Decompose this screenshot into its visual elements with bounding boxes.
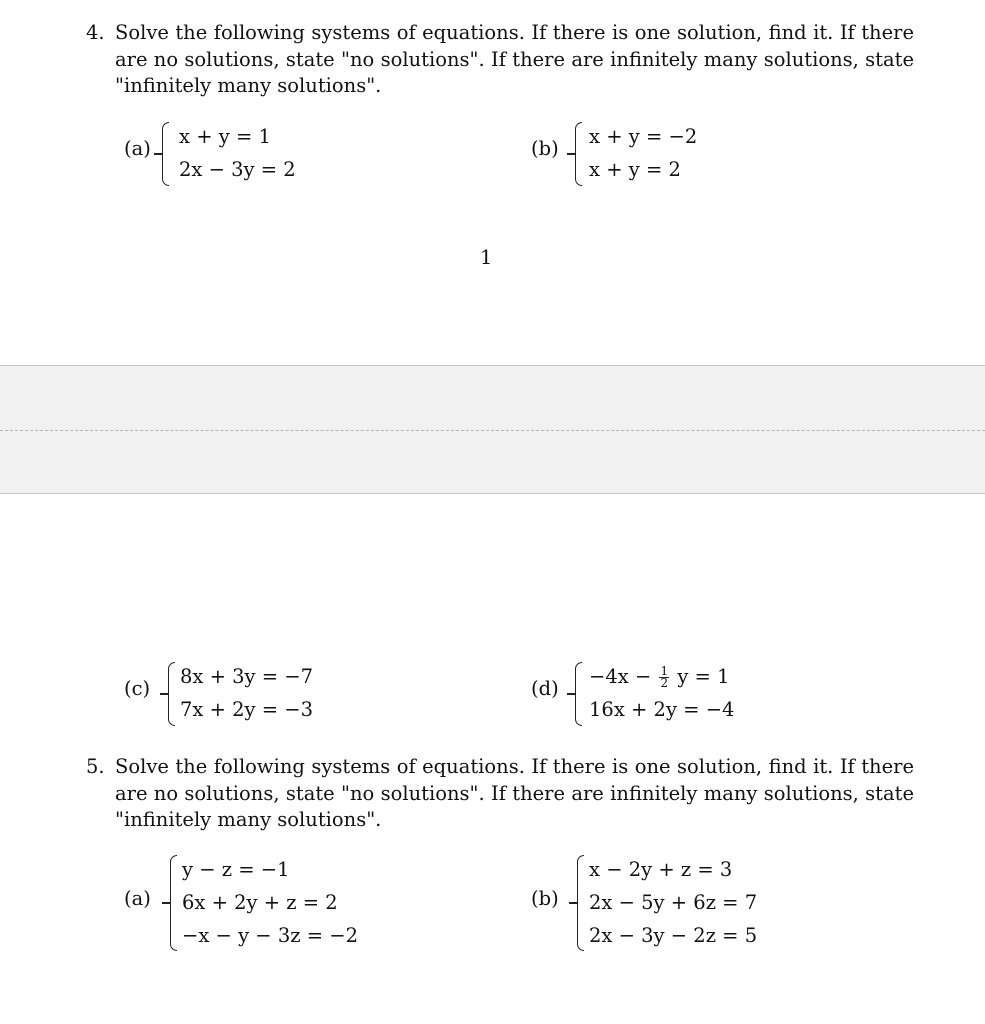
left-brace	[577, 855, 584, 951]
equation-group	[182, 853, 358, 952]
equation: −x − y − 3z = −2	[182, 924, 358, 947]
left-brace	[575, 122, 582, 186]
equation: x + y = 1	[179, 125, 271, 148]
problem-4	[86, 20, 914, 100]
part-label: (a)	[124, 137, 151, 160]
equation: x + y = −2	[589, 125, 698, 148]
part-label: (c)	[124, 677, 151, 700]
equation-group	[589, 660, 734, 726]
fraction-denominator: 2	[660, 676, 669, 690]
part-label: (b)	[531, 887, 559, 910]
equation: x − 2y + z = 3	[589, 858, 733, 881]
equation-group	[180, 660, 313, 726]
part-label: (d)	[531, 677, 559, 700]
equation-group	[589, 853, 757, 952]
part-label: (a)	[124, 887, 151, 910]
problem-4-text: Solve the following systems of equations. If there is one solution, find it. If there are no solutions, state "no solutions". If there are infinitely many solutions, state "infinitely many solutions".	[115, 21, 914, 97]
equation: y − z = −1	[182, 858, 290, 881]
equation-part: y = 1	[677, 665, 730, 688]
fraction	[659, 666, 669, 689]
equation: 6x + 2y + z = 2	[182, 891, 338, 914]
equation: 8x + 3y = −7	[180, 665, 314, 688]
problem-4-number: 4.	[86, 21, 105, 44]
equation: 16x + 2y = −4	[589, 698, 735, 721]
left-brace	[575, 662, 582, 726]
equation	[589, 660, 734, 693]
page-number: 1	[480, 246, 493, 269]
part-label: (b)	[531, 137, 559, 160]
equation: 7x + 2y = −3	[180, 698, 314, 721]
left-brace	[162, 122, 169, 186]
equation-part: −4x −	[589, 665, 652, 688]
equation: 2x − 3y − 2z = 5	[589, 924, 758, 947]
left-brace	[170, 855, 177, 951]
dashed-divider	[0, 430, 985, 431]
problem-5-text: Solve the following systems of equations. If there is one solution, find it. If there are no solutions, state "no solutions". If there are infinitely many solutions, state "infinitely many solutions".	[115, 755, 914, 831]
problem-5-number: 5.	[86, 755, 105, 778]
fraction-numerator: 1	[660, 664, 669, 678]
equation-group	[589, 120, 697, 186]
equation-group	[179, 120, 296, 186]
problem-5	[86, 754, 914, 834]
equation: x + y = 2	[589, 158, 681, 181]
equation: 2x − 5y + 6z = 7	[589, 891, 758, 914]
left-brace	[168, 662, 175, 726]
page-break-separator	[0, 365, 985, 494]
equation: 2x − 3y = 2	[179, 158, 296, 181]
